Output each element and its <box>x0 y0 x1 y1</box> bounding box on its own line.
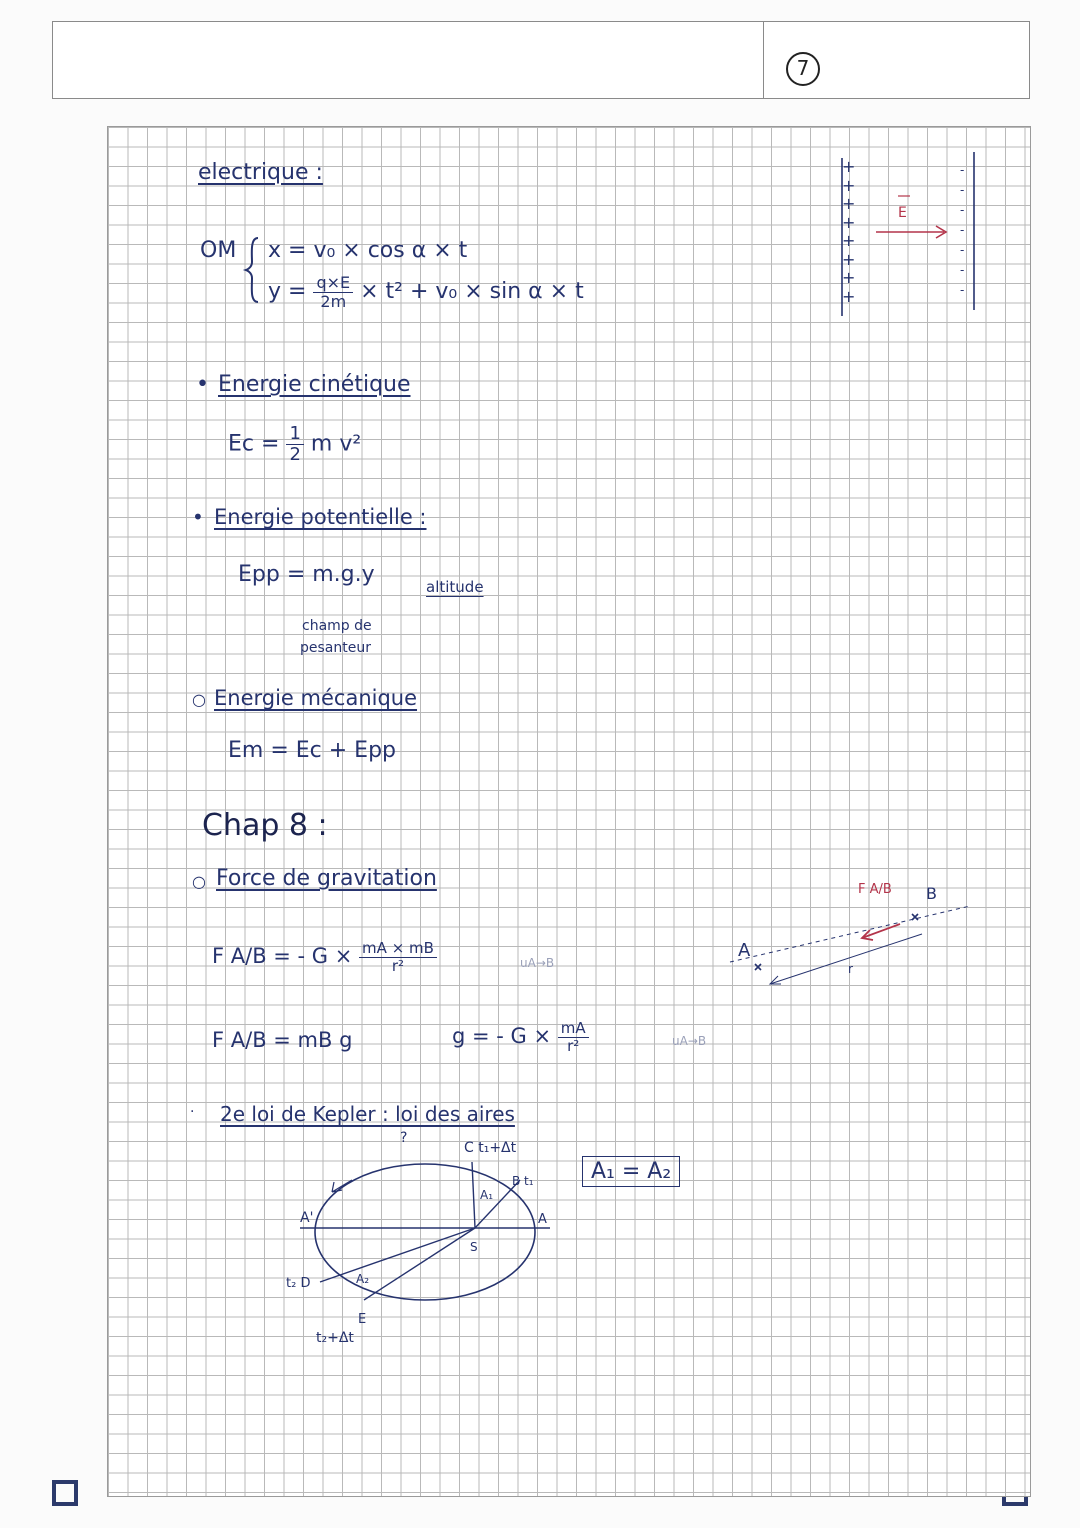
kepler-label-a1: A₁ <box>480 1188 494 1202</box>
force1-fraction <box>359 940 437 974</box>
heading-kepler: 2e loi de Kepler : loi des aires <box>220 1102 515 1126</box>
diagram-point-b: B <box>926 884 937 903</box>
kepler-label-c: C t₁+Δt <box>464 1140 517 1156</box>
kepler-label-d: t₂ D <box>286 1276 311 1291</box>
chapter-title: Chap 8 : <box>202 808 328 843</box>
plate-minus-sign: - <box>960 163 965 177</box>
equation-x: x = v₀ × cos α × t <box>268 238 468 263</box>
heading-force-gravitation: Force de gravitation <box>216 866 437 891</box>
heading-energie-cinetique: Energie cinétique <box>218 372 411 397</box>
kepler-label-b: B t₁ <box>512 1174 534 1188</box>
g-unit-vector: uA→B <box>672 1034 707 1048</box>
g-numerator: mA <box>558 1020 589 1038</box>
plate-plus-sign: + <box>842 231 856 250</box>
force1-lhs: F A/B = - G × <box>212 944 353 968</box>
bullet-dot: • <box>196 372 209 397</box>
bullet-circle: ○ <box>192 872 206 891</box>
ec-lhs: Ec = <box>228 431 280 457</box>
heading-energie-potentielle: Energie potentielle : <box>214 505 427 529</box>
ec-rhs: m v² <box>310 431 362 457</box>
negative-plate <box>960 160 970 300</box>
equation-epp: Epp = m.g.y <box>238 562 375 587</box>
force1-unit-vector: uA→B <box>520 956 555 970</box>
ec-numerator: 1 <box>286 424 303 445</box>
kepler-orbit-diagram <box>290 1140 570 1320</box>
equation-y <box>268 274 584 310</box>
annotation-champ: champ de <box>302 618 372 634</box>
annotation-pesanteur: pesanteur <box>300 640 371 656</box>
kepler-label-e: E <box>358 1312 367 1327</box>
ec-fraction <box>286 424 303 465</box>
equation-y-fraction <box>313 274 353 310</box>
equation-force-2: F A/B = mB g <box>212 1028 353 1052</box>
bullet-dot: · <box>190 1104 195 1120</box>
equation-y-rest: × t² + v₀ × sin α × t <box>360 279 584 305</box>
force1-denominator: r² <box>391 956 405 975</box>
kepler-label-a: A <box>538 1212 547 1227</box>
annotation-altitude: altitude <box>426 578 484 596</box>
bullet-circle: ○ <box>192 690 206 709</box>
plate-plus-sign: + <box>842 212 856 232</box>
equation-g <box>452 1020 589 1054</box>
equation-y-numerator: q×E <box>313 274 353 293</box>
diagram-force-label: F A/B <box>858 882 892 897</box>
kepler-label-t2dt: t₂+Δt <box>316 1330 354 1346</box>
diagram-point-a: A <box>738 940 751 961</box>
plate-minus-sign: - <box>960 283 965 297</box>
page-number: 7 <box>786 52 820 86</box>
diagram-distance-label: r <box>848 962 853 976</box>
force1-numerator: mA × mB <box>359 940 437 958</box>
plate-plus-sign: + <box>842 286 856 306</box>
corner-mark-bottom-left <box>52 1480 78 1506</box>
g-fraction <box>558 1020 589 1054</box>
plate-minus-sign: - <box>960 263 965 277</box>
equation-em: Em = Ec + Epp <box>228 738 396 763</box>
g-denominator: r² <box>567 1036 580 1055</box>
kepler-formula-box: A₁ = A₂ <box>582 1156 680 1187</box>
kepler-label-a-prime: A' <box>300 1210 314 1226</box>
equation-y-lhs: y = <box>268 279 307 305</box>
g-lhs: g = - G × <box>452 1024 552 1048</box>
plate-plus-sign: + <box>842 175 856 195</box>
plate-minus-sign: - <box>960 203 965 217</box>
plate-minus-sign: - <box>960 183 965 197</box>
bullet-dot: • <box>192 505 204 529</box>
plate-plus-sign: + <box>842 194 856 213</box>
header-divider <box>763 21 764 99</box>
equation-ec <box>228 424 361 465</box>
equation-y-denominator: 2m <box>320 291 347 311</box>
page-header <box>52 21 1030 99</box>
ec-denominator: 2 <box>289 443 301 465</box>
field-vector-label: E <box>898 205 907 221</box>
heading-energie-mecanique: Energie mécanique <box>214 686 418 710</box>
plate-plus-sign: + <box>842 249 856 269</box>
system-brace <box>244 236 264 306</box>
kepler-label-question: ? <box>400 1130 408 1146</box>
kepler-label-s: S <box>470 1240 478 1254</box>
kepler-label-a2: A₂ <box>356 1272 370 1286</box>
section-title-electrique: electrique : <box>198 160 323 185</box>
plate-minus-sign: - <box>960 243 965 257</box>
plate-plus-sign: + <box>842 157 856 176</box>
om-label: OM <box>200 238 237 263</box>
plate-minus-sign: - <box>960 223 965 237</box>
equation-force-1 <box>212 940 437 974</box>
capacitor-plates <box>840 150 980 320</box>
plate-plus-sign: + <box>842 268 856 287</box>
